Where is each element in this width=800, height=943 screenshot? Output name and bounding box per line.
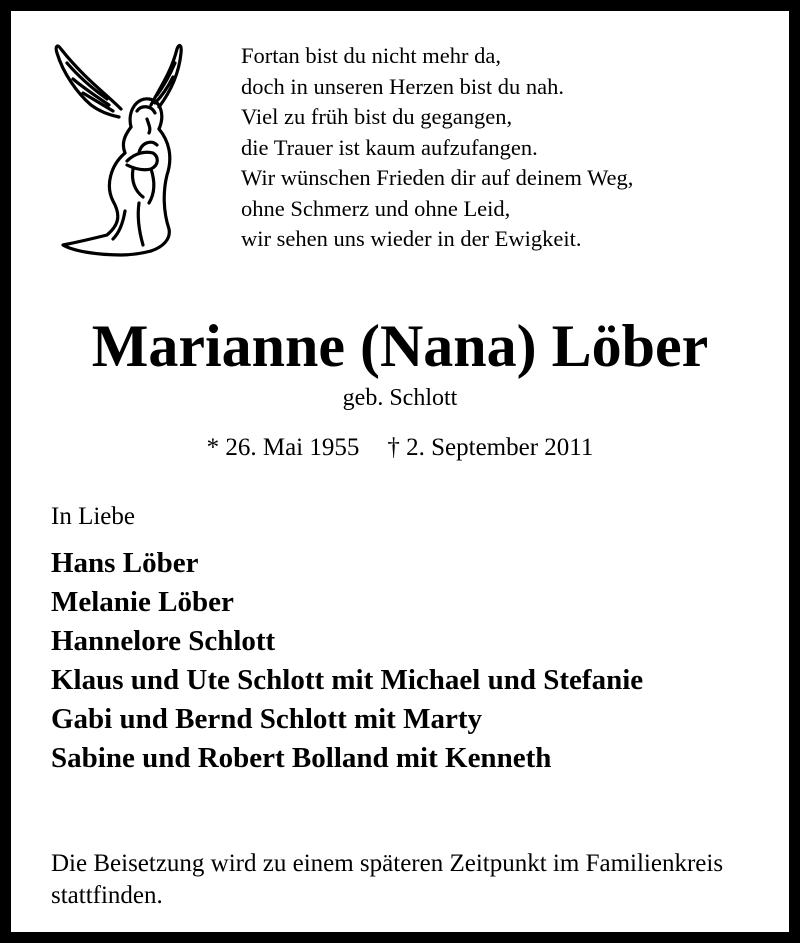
list-item: Gabi und Bernd Schlott mit Marty — [51, 703, 482, 735]
poem-line: Wir wünschen Frieden dir auf deinem Weg, — [241, 165, 634, 190]
life-dates — [11, 432, 789, 464]
list-item: Sabine und Robert Bolland mit Kenneth — [51, 742, 552, 774]
poem-line: doch in unseren Herzen bist du nah. — [241, 73, 565, 99]
poem-line: ohne Schmerz und ohne Leid, — [241, 195, 511, 221]
poem — [241, 41, 633, 255]
list-item: Klaus und Ute Schlott mit Michael und Stefanie — [51, 664, 644, 696]
poem-line: Viel zu früh bist du gegangen, — [241, 104, 513, 129]
deceased-name: Marianne (Nana) Löber — [91, 313, 709, 379]
maiden-name: geb. Schlott — [342, 385, 458, 411]
birth-date: * 26. Mai 1955 — [206, 434, 360, 461]
list-item: Hans Löber — [51, 547, 199, 579]
mourners-intro: In Liebe — [51, 503, 135, 530]
poem-line: Fortan bist du nicht mehr da, — [241, 43, 501, 68]
angel-icon — [47, 33, 187, 263]
mourners-list — [51, 544, 643, 778]
poem-line: die Trauer ist kaum aufzufangen. — [241, 134, 538, 160]
poem-line: wir sehen uns wieder in der Ewigkeit. — [241, 226, 582, 251]
burial-note: Die Beisetzung wird zu einem späteren Zeitpunkt im Familienkreis stattfinden. — [51, 850, 724, 909]
death-date: † 2. September 2011 — [387, 434, 594, 461]
list-item: Melanie Löber — [51, 586, 234, 618]
list-item: Hannelore Schlott — [51, 625, 276, 657]
